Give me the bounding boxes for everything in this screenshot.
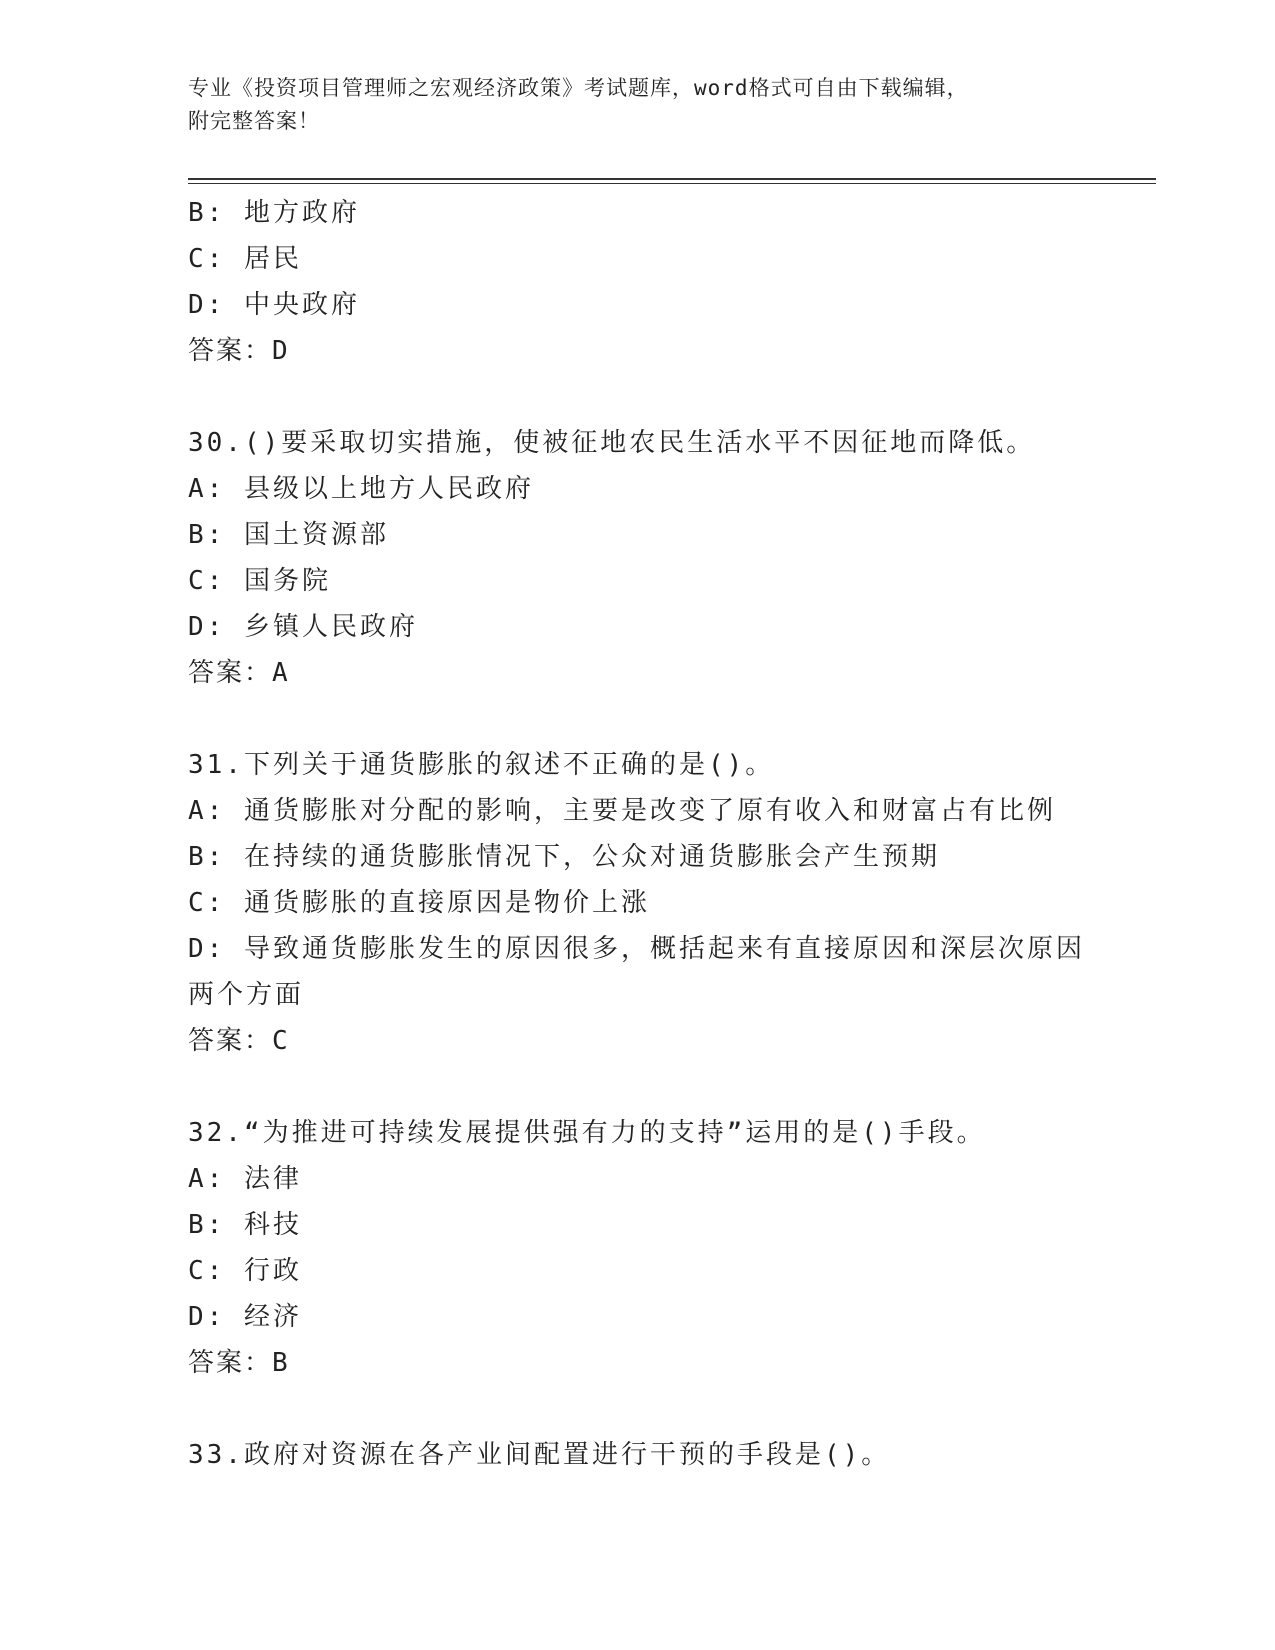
spacer	[188, 1386, 1088, 1432]
option-a: A: 通货膨胀对分配的影响，主要是改变了原有收入和财富占有比例	[188, 796, 1056, 826]
option-d: D: 导致通货膨胀发生的原因很多，概括起来有直接原因和深层次原因	[188, 934, 1085, 964]
question-text: 30.()要采取切实措施，使被征地农民生活水平不因征地而降低。	[188, 428, 1036, 458]
question-32	[188, 1110, 1088, 1386]
header-divider	[188, 178, 1156, 184]
header-line-2: 附完整答案！	[188, 109, 320, 133]
question-33	[188, 1432, 1088, 1478]
option-c: C: 通货膨胀的直接原因是物价上涨	[188, 888, 650, 918]
answer: 答案：D	[188, 336, 290, 366]
question-30	[188, 420, 1088, 696]
option-b: B: 在持续的通货膨胀情况下，公众对通货膨胀会产生预期	[188, 842, 940, 872]
option-d: D: 乡镇人民政府	[188, 612, 418, 642]
option-d: D: 经济	[188, 1302, 302, 1332]
option-a: A: 县级以上地方人民政府	[188, 474, 534, 504]
spacer	[188, 1064, 1088, 1110]
question-31	[188, 742, 1088, 1064]
option-d: D: 中央政府	[188, 290, 360, 320]
question-text: 31.下列关于通货膨胀的叙述不正确的是()。	[188, 750, 775, 780]
question-29	[188, 190, 1088, 374]
question-list	[188, 190, 1088, 1478]
option-b: B: 国土资源部	[188, 520, 389, 550]
option-d-continued: 两个方面	[188, 980, 305, 1010]
option-b: B: 科技	[188, 1210, 302, 1240]
spacer	[188, 696, 1088, 742]
spacer	[188, 374, 1088, 420]
answer: 答案：C	[188, 1026, 290, 1056]
answer: 答案：A	[188, 658, 290, 688]
option-c: C: 行政	[188, 1256, 302, 1286]
option-c: C: 国务院	[188, 566, 331, 596]
question-text: 33.政府对资源在各产业间配置进行干预的手段是()。	[188, 1440, 891, 1470]
question-text: 32.“为推进可持续发展提供强有力的支持”运用的是()手段。	[188, 1118, 986, 1148]
option-c: C: 居民	[188, 244, 302, 274]
option-b: B: 地方政府	[188, 198, 360, 228]
option-a: A: 法律	[188, 1164, 302, 1194]
answer: 答案：B	[188, 1348, 290, 1378]
document-header	[188, 72, 1068, 138]
header-line-1: 专业《投资项目管理师之宏观经济政策》考试题库，word格式可自由下载编辑，	[188, 76, 969, 100]
